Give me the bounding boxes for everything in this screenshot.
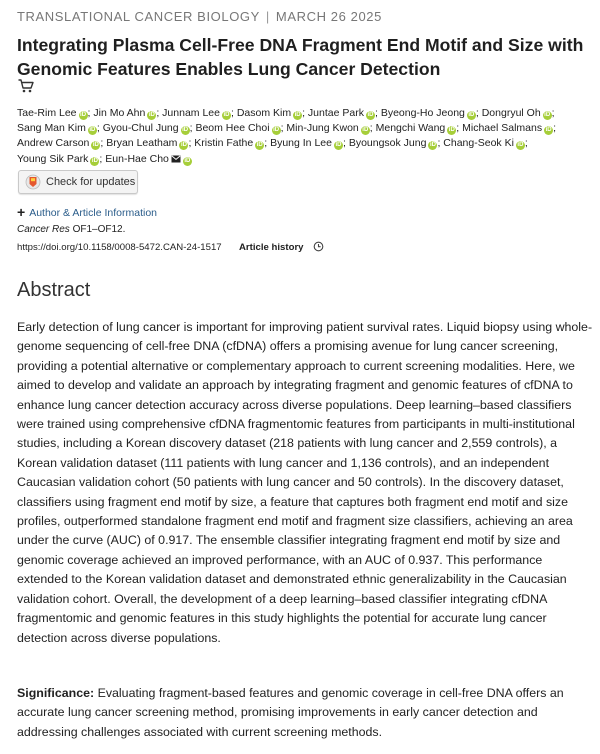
orcid-icon[interactable]: iD <box>362 127 369 134</box>
doi-link[interactable]: https://doi.org/10.1158/0008-5472.CAN-24-1517 <box>17 242 222 253</box>
kicker-separator: | <box>265 9 270 24</box>
email-icon[interactable] <box>171 155 181 163</box>
author-entry <box>462 122 556 134</box>
author-separator: ; <box>156 107 160 119</box>
author-name[interactable]: Jin Mo Ahn <box>93 107 146 119</box>
author-entry <box>482 107 555 119</box>
author-name[interactable]: Kristin Fathe <box>194 137 254 150</box>
author-name[interactable]: Tae-Rim Lee <box>17 107 77 119</box>
orcid-icon[interactable]: iD <box>294 112 301 118</box>
article-title: Integrating Plasma Cell-Free DNA Fragment End Motif and Size with Genomic Features Enables Lung Cancer Detection <box>17 35 584 79</box>
orcid-icon[interactable]: iD <box>448 127 455 134</box>
author-entry <box>162 107 234 119</box>
author-name[interactable]: Gyou-Chul Jung <box>102 122 179 135</box>
article-history-button[interactable]: Article history <box>239 242 304 253</box>
author-separator: ; <box>302 107 305 119</box>
author-entry <box>194 137 267 149</box>
orcid-icon[interactable]: iD <box>517 142 524 149</box>
author-name[interactable]: Andrew Carson <box>17 137 90 150</box>
article-kicker <box>17 9 382 24</box>
abstract-text: Early detection of lung cancer is important for improving patient survival rates. Liquid biopsy using whole-genome sequencing of cell-free DNA (cfDNA) offers a promising avenue for lung cancer screening, providing a potential alternative or complementary approach to current screening modalities. Here, we aimed to develop and validate an approach by integrating fragment and genomic features of cfDNA to enhance lung cancer detection accuracy across diverse populations. Deep learning–based classifiers were trained using comprehensive cfDNA fragmentomic features from participants in multi-institutional studies, including a Korean discovery dataset (218 patients with lung cancer and 2,559 controls), a Korean validation dataset (111 patients with lung cancer and 1,136 controls), and an independent Caucasian validation cohort (50 patients with lung cancer and 50 controls). In the discovery dataset, classifiers using fragment end motif by size, a feature that captures both fragment end motif and size profiles, outperformed standalone fragment end motif and fragment size classifiers, achieving an area under the curve (AUC) of 0.917. The ensemble classifier integrating fragment end motif by size and genomic coverage achieved an improved performance, with an AUC of 0.937. This performance extended to the Korean validation dataset and demonstrated ethnic generalizability in the Caucasian validation cohort. Overall, the development of a deep learning–based classifier integrating cfDNA fragmentomic and genomic features in this study highlights the potential for accurate lung cancer detection across diverse populations. <box>17 320 593 645</box>
author-entry <box>237 107 305 119</box>
author-separator: ; <box>342 137 346 150</box>
author-entry <box>17 137 103 149</box>
author-separator: ; <box>437 137 441 150</box>
check-for-updates-button[interactable] <box>18 170 138 194</box>
abstract-heading: Abstract <box>17 279 91 301</box>
author-name[interactable]: Eun-Hae Cho <box>105 152 169 165</box>
orcid-icon[interactable]: iD <box>91 157 98 164</box>
author-article-info-link[interactable] <box>17 204 157 220</box>
author-entry <box>103 122 193 134</box>
author-name[interactable]: Junnam Lee <box>162 107 220 119</box>
author-separator: ; <box>264 137 268 150</box>
journal-section[interactable]: TRANSLATIONAL CANCER BIOLOGY <box>17 9 260 24</box>
author-name[interactable]: Juntae Park <box>307 107 364 119</box>
orcid-icon[interactable]: iD <box>182 127 189 134</box>
author-name[interactable]: Byoungsok Jung <box>348 137 427 150</box>
orcid-icon[interactable]: iD <box>273 127 280 134</box>
citation-journal: Cancer Res <box>17 224 70 235</box>
author-entry <box>381 107 479 119</box>
author-name[interactable]: Michael Salmans <box>462 122 543 135</box>
citation-pages: OF1–OF12. <box>72 224 126 235</box>
orcid-icon[interactable]: iD <box>335 142 342 149</box>
significance-text: Evaluating fragment-based features and genomic coverage in cell-free DNA offers an accurate lung cancer screening method, promising improvements in early cancer detection and addressing challenges associated with current screening methods. <box>17 686 564 739</box>
significance-section <box>17 684 593 742</box>
orcid-icon[interactable]: iD <box>544 112 551 118</box>
author-entry <box>376 122 460 134</box>
orcid-icon[interactable]: iD <box>429 142 436 149</box>
author-entry <box>17 107 90 119</box>
author-list <box>17 106 593 167</box>
author-separator: ; <box>553 122 556 135</box>
orcid-icon[interactable]: iD <box>367 112 374 118</box>
author-name[interactable]: Bryan Leatham <box>106 137 178 150</box>
citation <box>17 224 125 235</box>
author-entry <box>106 137 191 149</box>
author-separator: ; <box>475 107 479 119</box>
orcid-icon[interactable]: iD <box>80 112 87 118</box>
author-name[interactable]: Sang Man Kim <box>17 122 86 135</box>
crossmark-icon <box>25 174 41 190</box>
author-name[interactable]: Dasom Kim <box>236 107 292 119</box>
orcid-icon[interactable]: iD <box>256 142 263 149</box>
author-entry <box>17 153 102 165</box>
orcid-icon[interactable]: iD <box>92 142 99 149</box>
author-separator: ; <box>280 122 284 135</box>
orcid-icon[interactable]: iD <box>223 112 230 118</box>
author-entry <box>195 122 283 134</box>
author-separator: ; <box>99 152 103 165</box>
author-separator: ; <box>374 107 378 119</box>
author-separator: ; <box>230 107 234 119</box>
author-separator: ; <box>456 122 460 135</box>
author-entry <box>93 107 159 119</box>
author-separator: ; <box>369 122 373 135</box>
author-separator: ; <box>524 137 528 150</box>
doi-row <box>17 242 593 253</box>
author-separator: ; <box>100 137 104 150</box>
author-entry <box>105 153 192 165</box>
author-separator: ; <box>551 107 555 119</box>
orcid-icon[interactable]: iD <box>545 127 552 134</box>
author-separator: ; <box>189 122 193 135</box>
author-name[interactable]: Min-Jung Kwon <box>286 122 359 135</box>
cart-icon[interactable] <box>18 79 34 93</box>
author-name[interactable]: Beom Hee Choi <box>195 122 270 135</box>
author-name[interactable]: Byung In Lee <box>270 137 332 150</box>
orcid-icon[interactable]: iD <box>184 157 191 164</box>
author-entry <box>349 137 441 149</box>
author-name[interactable]: Mengchi Wang <box>375 122 446 135</box>
author-separator: ; <box>188 137 192 150</box>
author-entry <box>17 122 100 134</box>
history-clock-icon[interactable] <box>313 241 324 252</box>
author-entry <box>443 137 528 149</box>
orcid-icon[interactable]: iD <box>89 127 96 134</box>
author-separator: ; <box>87 107 91 119</box>
author-article-info-label: Author & Article Information <box>29 207 157 219</box>
plus-icon: + <box>17 204 26 220</box>
author-name[interactable]: Young Sik Park <box>17 152 89 165</box>
author-entry <box>308 107 378 119</box>
significance-label: Significance: <box>17 686 95 700</box>
orcid-icon[interactable]: iD <box>468 112 475 118</box>
orcid-icon[interactable]: iD <box>180 142 187 149</box>
author-name[interactable]: Byeong-Ho Jeong <box>380 107 465 119</box>
author-name[interactable]: Dongryul Oh <box>481 107 541 119</box>
author-separator: ; <box>96 122 100 135</box>
orcid-icon[interactable]: iD <box>148 112 155 118</box>
publication-date: MARCH 26 2025 <box>275 9 382 24</box>
author-name[interactable]: Chang-Seok Ki <box>443 137 514 150</box>
author-entry <box>270 137 346 149</box>
check-for-updates-label: Check for updates <box>46 176 136 188</box>
author-entry <box>286 122 372 134</box>
